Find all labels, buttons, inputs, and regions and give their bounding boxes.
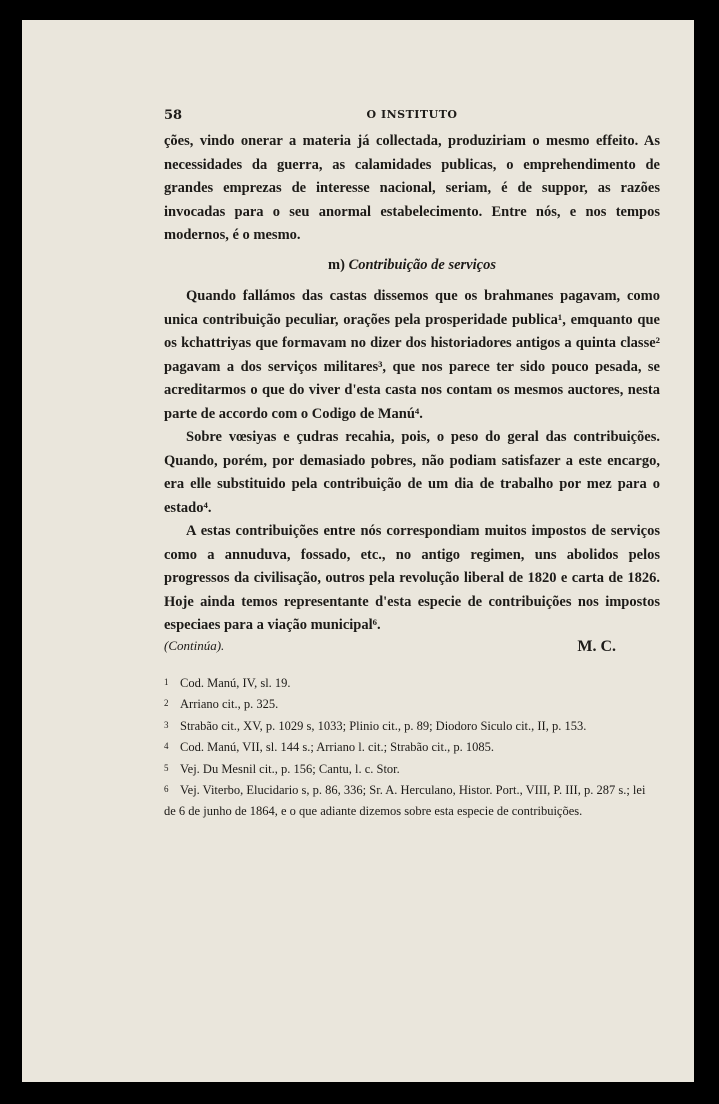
author-initials: M. C. [577,637,616,655]
page-content [164,108,660,821]
continua-note: (Continúa). [164,637,225,653]
scanned-page [22,20,694,1082]
section-letter: m) [328,256,345,273]
section-title: Contribuição de serviços [348,256,496,273]
footnote: 1 Cod. Manú, IV, sl. 19. [164,675,291,690]
paragraph-1: ções, vindo onerar a materia já collectada, produziriam o mesmo effeito. As necessidades da guerra, as calamidades publicas, o emprehendimento de grandes emprezas de interesse nacional, seriam, é de suppor, as razões invocadas para o seu anormal estabelecimento. Entre nós, e nos tempos modernos, é o mesmo. [164,133,660,243]
journal-title: O INSTITUTO [366,108,458,121]
footnote: 4 Cod. Manú, VII, sl. 144 s.; Arriano l. cit.; Strabão cit., p. 1085. [164,740,494,754]
signature-line [164,638,660,656]
paragraph-2: Quando fallámos das castas dissemos que os brahmanes pagavam, como unica contribuição peculiar, orações pela prosperidade publica¹, emquanto que os kchattriyas que formavam no dizer dos historiadores antigos a quinta classe² pagavam a dos serviços militares³, que nos parece ter sido pouco pesada, se acreditarmos o que do viver d'esta casta nos contam os mesmos auctores, nesta parte de accordo com o Codigo de Manú⁴. [164,288,660,422]
footnote: 5 Vej. Du Mesnil cit., p. 156; Cantu, l. c. Stor. [164,761,400,776]
footnotes [164,672,660,822]
paragraph-3: Sobre vœsiyas e çudras recahia, pois, o peso do geral das contribuições. Quando, porém, por demasiado pobres, não podiam satisfazer a este encargo, era elle substituido pela contribuição de um dia de trabalho por mez para o estado⁴. [164,429,660,516]
body-text [164,130,660,638]
footnote: 2 Arriano cit., p. 325. [164,697,279,711]
running-header [164,108,660,130]
page-number: 58 [164,108,183,123]
paragraph-4: A estas contribuições entre nós correspondiam muitos impostos de serviços como a annuduva, fossado, etc., no antigo regimen, uns abolidos pelos progressos da civilisação, outros pela revolução liberal de 1820 e carta de 1826. Hoje ainda temos representante d'esta especie de contribuições nos impostos especiaes para a viação municipal⁶. [164,523,660,633]
section-heading [164,254,660,278]
footnote: 6 Vej. Viterbo, Elucidario s, p. 86, 336; Sr. A. Herculano, Histor. Port., VIII, P. III, p. 287 s.; lei de 6 de junho de 1864, e o que adiante dizemos sobre esta especie de contribuições. [164,783,646,818]
footnote: 3 Strabão cit., XV, p. 1029 s, 1033; Plinio cit., p. 89; Diodoro Siculo cit., II, p. 153. [164,718,587,733]
